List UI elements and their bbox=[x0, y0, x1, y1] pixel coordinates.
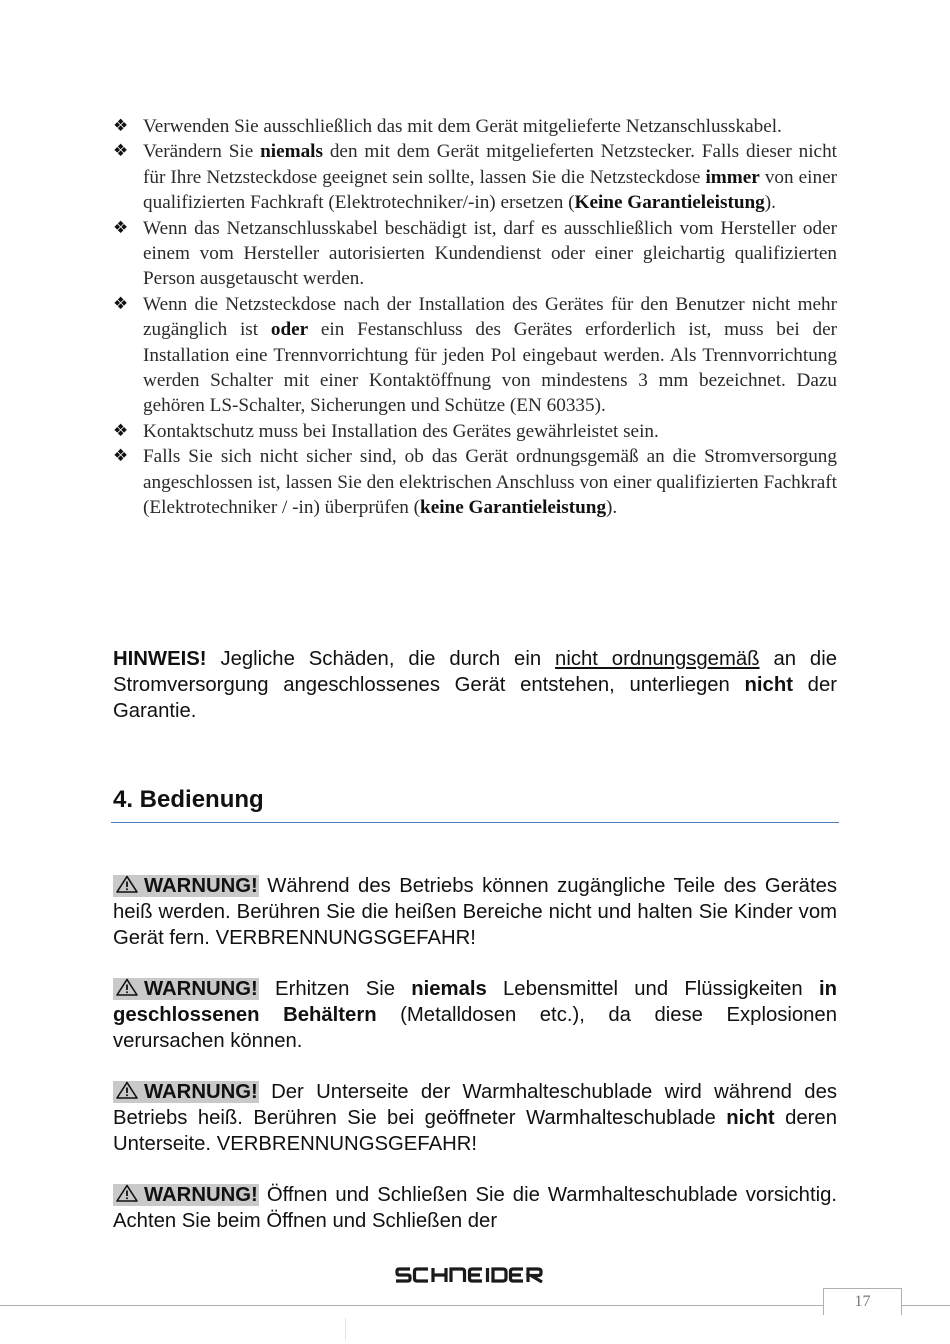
safety-bullet-list bbox=[113, 114, 837, 521]
warning-block bbox=[113, 976, 837, 1054]
bullet-text: ein Festanschluss des Gerätes erforderlich ist, muss bei der Installation eine Trennvorrichtung für jeden Pol eingebaut werden. Als Trennvorrichtung werden Schalter mit einer Kontaktöffnung von mindestens 3 mm bezeichnet. Dazu gehören LS-Schalter, Sicherungen und Schütze (EN 60335). bbox=[143, 319, 838, 417]
diamond-bullet-icon: ❖ bbox=[113, 446, 129, 467]
section-heading: 4. Bedienung bbox=[113, 786, 264, 813]
warning-text: Öffnen und Schließen Sie die Warmhalteschublade vorsichtig. Achten Sie beim Öffnen und Schließen der bbox=[113, 1184, 837, 1232]
warning-label-text: WARNUNG! bbox=[144, 875, 258, 897]
warning-text: Erhitzen Sie bbox=[258, 978, 412, 1000]
bullet-text: Wenn das Netzanschlusskabel beschädigt ist, darf es ausschließlich vom Hersteller oder einem vom Hersteller autorisierten Kundendienst oder einer gleichartig qualifizierten Person ausgetauscht werden. bbox=[143, 217, 837, 290]
warning-text: Der Unterseite der Warmhalteschublade wird während des Betriebs heiß. Berühren Sie bei geöffneter Warmhalteschublade bbox=[113, 1081, 837, 1129]
page-number: 17 bbox=[823, 1288, 902, 1315]
warning-label bbox=[113, 978, 259, 1000]
schneider-logo bbox=[395, 1266, 557, 1284]
diamond-bullet-icon: ❖ bbox=[113, 420, 129, 441]
bullet-bold-text: immer bbox=[705, 166, 760, 188]
warning-triangle-icon bbox=[116, 1184, 138, 1202]
warning-text: deren Unterseite. VERBRENNUNGSGEFAHR! bbox=[113, 1107, 837, 1155]
warning-text: Lebensmittel und Flüssigkeiten bbox=[486, 978, 819, 1000]
warning-block bbox=[113, 873, 837, 951]
warning-label-text: WARNUNG! bbox=[144, 1184, 258, 1206]
bullet-text: Kontaktschutz muss bei Installation des Gerätes gewährleistet sein. bbox=[143, 420, 659, 442]
bullet-bold-text: niemals bbox=[260, 141, 323, 163]
bullet-item bbox=[113, 114, 837, 139]
warning-block bbox=[113, 1079, 837, 1157]
bullet-text: ). bbox=[606, 497, 618, 519]
diamond-bullet-icon: ❖ bbox=[113, 116, 129, 136]
hinweis-bold-text: nicht bbox=[744, 674, 793, 696]
bullet-text: Verwenden Sie ausschließlich das mit dem Gerät mitgelieferte Netzanschlusskabel. bbox=[143, 116, 782, 137]
warning-label-text: WARNUNG! bbox=[144, 978, 258, 1000]
bullet-bold-text: Keine Garantieleistung bbox=[574, 192, 765, 214]
bullet-item bbox=[113, 419, 837, 444]
bullet-item bbox=[113, 139, 837, 215]
warning-block bbox=[113, 1182, 837, 1234]
warning-triangle-icon bbox=[116, 978, 138, 996]
hinweis-text-1: Jegliche Schäden, die durch ein bbox=[206, 648, 556, 670]
diamond-bullet-icon: ❖ bbox=[113, 217, 129, 238]
hinweis-label: HINWEIS! bbox=[113, 648, 207, 670]
diamond-bullet-icon: ❖ bbox=[113, 141, 129, 162]
warning-bold-text: nicht bbox=[726, 1107, 775, 1129]
bullet-text: Falls Sie sich nicht sicher sind, ob das Gerät ordnungsgemäß an die Stromversorgung angeschlossen ist, lassen Sie den elektrischen Anschluss von einer qualifizierten Fachkraft (Elektrotechniker / -in) überprüfen ( bbox=[143, 446, 837, 519]
warning-label-text: WARNUNG! bbox=[144, 1081, 258, 1103]
bullet-text: den mit dem Gerät mitgelieferten Netzstecker. Falls dieser nicht für Ihre Netzsteckdose geeignet sein sollte, lassen Sie die Netzsteckdose bbox=[143, 141, 837, 188]
hinweis-note bbox=[113, 646, 837, 724]
bullet-item bbox=[113, 444, 837, 520]
bullet-item bbox=[113, 216, 837, 292]
bullet-item bbox=[113, 292, 837, 419]
bullet-text: ). bbox=[764, 192, 776, 214]
footer-rule bbox=[0, 1305, 950, 1306]
bullet-bold-text: keine Garantieleistung bbox=[420, 497, 607, 519]
footer-tick-mark bbox=[345, 1318, 346, 1340]
warning-label bbox=[113, 1184, 259, 1206]
warning-label bbox=[113, 875, 259, 897]
hinweis-text-2: an die Stromversorgung angeschlossenes Gerät entstehen, unterliegen bbox=[113, 648, 837, 696]
bullet-text: Wenn die Netzsteckdose nach der Installation des Gerätes für den Benutzer nicht mehr zugänglich ist bbox=[143, 293, 837, 341]
bullet-text: Verändern Sie bbox=[143, 141, 261, 163]
heading-underline-rule bbox=[111, 822, 839, 823]
bullet-bold-text: oder bbox=[270, 319, 309, 341]
hinweis-underlined-text: nicht ordnungsgemäß bbox=[555, 648, 760, 670]
hinweis-text-3: der Garantie. bbox=[113, 674, 837, 722]
warning-bold-text: in geschlossenen Behältern bbox=[113, 978, 837, 1026]
bullet-text: von einer qualifizierten Fachkraft (Elektrotechniker/-in) ersetzen ( bbox=[143, 166, 837, 214]
warning-label bbox=[113, 1081, 259, 1103]
warning-text: Während des Betriebs können zugängliche Teile des Gerätes heiß werden. Berühren Sie die heißen Bereiche nicht und halten Sie Kinder vom Gerät fern. VERBRENNUNGSGEFAHR! bbox=[113, 875, 837, 949]
warning-triangle-icon bbox=[116, 1081, 138, 1099]
diamond-bullet-icon: ❖ bbox=[113, 293, 129, 314]
warning-bold-text: niemals bbox=[411, 978, 487, 1000]
warning-text: (Metalldosen etc.), da diese Explosionen verursachen können. bbox=[113, 1004, 837, 1052]
warning-triangle-icon bbox=[116, 875, 138, 893]
